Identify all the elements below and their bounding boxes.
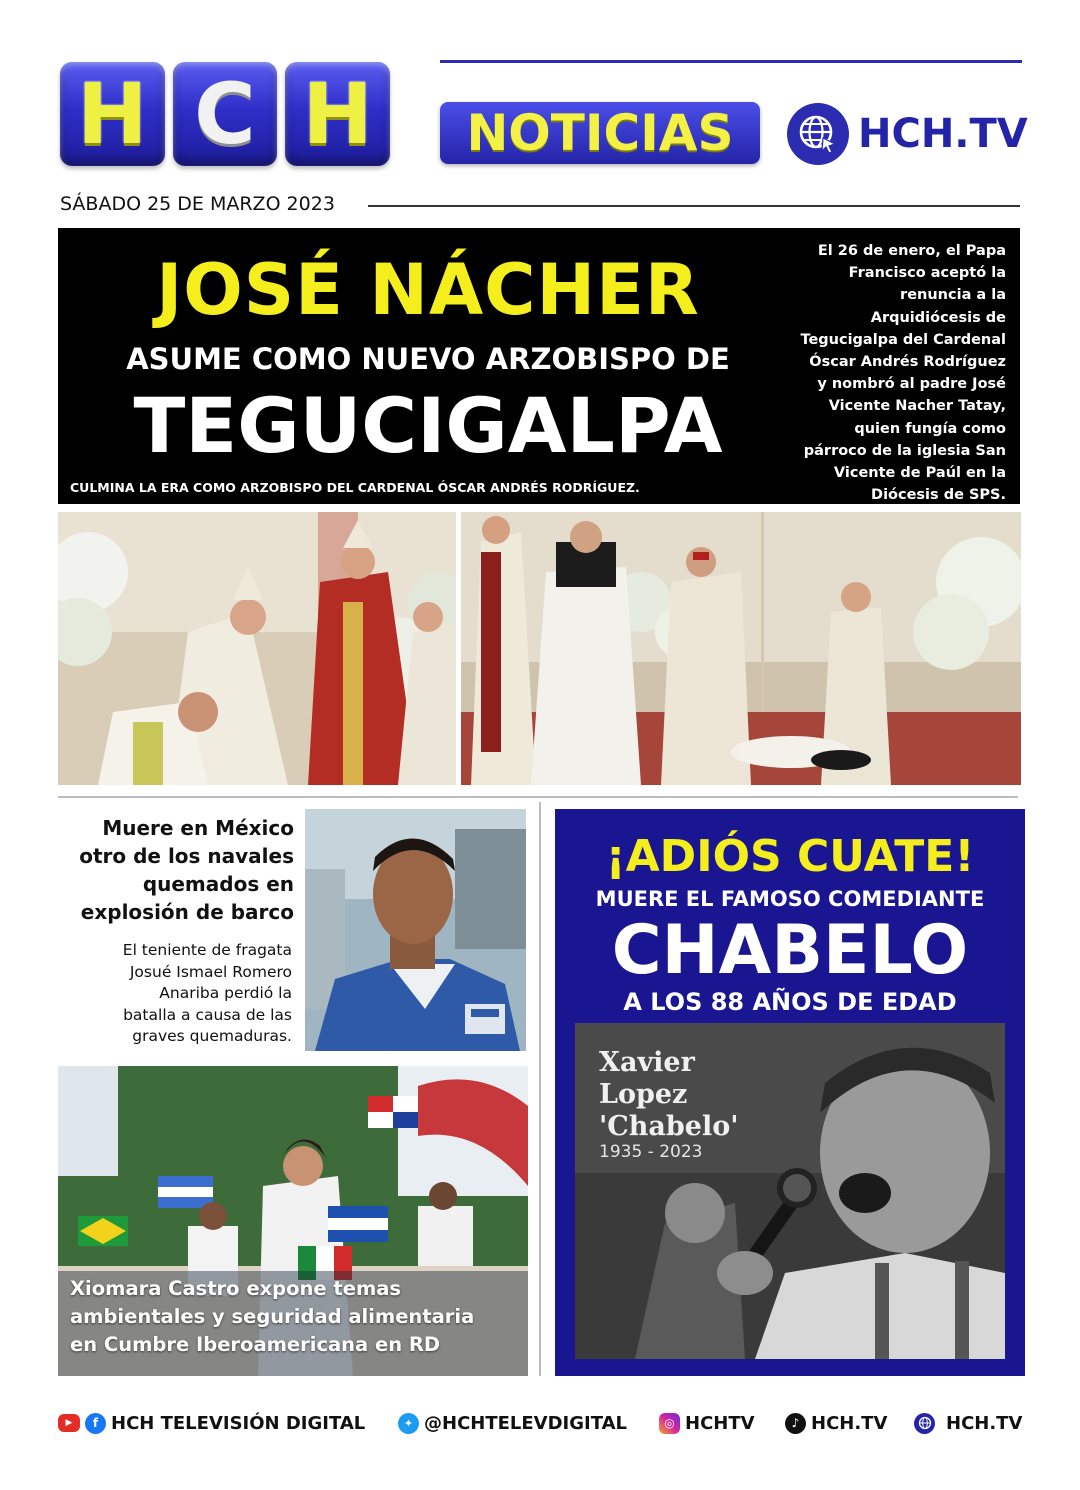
lead-summary-line: El 26 de enero, el Papa xyxy=(817,243,1006,259)
footer-label: HCHTV xyxy=(685,1412,755,1434)
footer-label: HCH.TV xyxy=(946,1412,1023,1434)
lead-summary-line: renuncia a la xyxy=(900,287,1006,304)
naval-summary-line: El teniente de fragata xyxy=(122,941,292,959)
naval-headline-line: explosión de barco xyxy=(80,900,294,924)
footer-label: HCH TELEVISIÓN DIGITAL xyxy=(111,1412,366,1434)
chabelo-story[interactable] xyxy=(555,809,1025,1376)
issue-date: SÁBADO 25 DE MARZO 2023 xyxy=(60,193,335,215)
naval-headline-line: quemados en xyxy=(142,872,294,896)
footer-item-facebook-youtube[interactable] xyxy=(58,1408,365,1438)
header-rule xyxy=(440,60,1022,63)
naval-summary-line: Anariba perdió la xyxy=(159,984,292,1003)
section-divider xyxy=(58,796,1018,798)
chabelo-photo-name-line: Lopez xyxy=(599,1079,688,1110)
summit-caption-line: en Cumbre Iberoamericana en RD xyxy=(70,1333,441,1356)
footer-item-web[interactable] xyxy=(914,1408,1022,1438)
footer-item-tiktok[interactable] xyxy=(785,1408,887,1438)
lead-summary-line: Vicente Nacher Tatay, xyxy=(828,398,1006,415)
lead-summary-line: y nombró al padre José xyxy=(817,376,1006,393)
twitter-icon: ✦ xyxy=(398,1413,419,1434)
date-rule xyxy=(368,205,1020,207)
logo-letter-c: C xyxy=(173,62,278,166)
ceremony-photo-right[interactable] xyxy=(461,512,1021,785)
lead-summary-line: Arquidiócesis de xyxy=(870,309,1006,326)
chabelo-photo-years: 1935 - 2023 xyxy=(599,1142,703,1162)
logo-letter-h2: H xyxy=(285,62,390,166)
naval-officer-photo[interactable] xyxy=(305,809,526,1051)
chabelo-photo-name-line: Xavier xyxy=(599,1047,695,1078)
chabelo-photo-name-line: 'Chabelo' xyxy=(599,1111,739,1142)
naval-summary-line: graves quemaduras. xyxy=(132,1027,292,1046)
footer-item-twitter[interactable] xyxy=(398,1408,627,1438)
chabelo-name: CHABELO xyxy=(611,911,969,990)
summit-caption-line: Xiomara Castro expone temas xyxy=(70,1277,402,1300)
chabelo-age: A LOS 88 AÑOS DE EDAD xyxy=(623,988,957,1016)
ceremony-photo-left[interactable] xyxy=(58,512,456,785)
youtube-icon: ▶ xyxy=(58,1414,80,1432)
lead-story[interactable] xyxy=(58,228,1020,504)
section-label: NOTICIAS xyxy=(440,102,760,164)
lead-summary-line: Tegucigalpa del Cardenal xyxy=(800,331,1006,348)
naval-headline[interactable] xyxy=(54,814,294,926)
hch-logo xyxy=(60,62,390,166)
lead-title-city: TEGUCIGALPA xyxy=(133,381,723,470)
lead-summary-line: Vicente de Paúl en la xyxy=(833,465,1006,482)
chabelo-subhead: MUERE EL FAMOSO COMEDIANTE xyxy=(595,887,985,911)
chabelo-headline: ¡ADIÓS CUATE! xyxy=(605,831,975,882)
footer-label: HCH.TV xyxy=(811,1412,888,1434)
chabelo-photo xyxy=(575,1023,1005,1359)
facebook-icon: f xyxy=(85,1413,106,1434)
lead-summary-line: Francisco aceptó la xyxy=(848,265,1006,282)
naval-summary xyxy=(60,940,292,1048)
lead-kicker: CULMINA LA ERA COMO ARZOBISPO DEL CARDENAL ÓSCAR ANDRÉS RODRÍGUEZ. xyxy=(70,480,640,495)
globe-cursor-icon xyxy=(787,103,849,165)
lead-title-name: JOSÉ NÁCHER xyxy=(156,249,700,331)
lead-title-sub: ASUME COMO NUEVO ARZOBISPO DE xyxy=(126,342,730,376)
logo-letter-h1: H xyxy=(60,62,165,166)
lead-summary-line: Diócesis de SPS. xyxy=(871,487,1006,504)
globe-icon xyxy=(914,1413,935,1434)
footer-item-instagram[interactable] xyxy=(659,1408,755,1438)
naval-headline-line: otro de los navales xyxy=(79,844,294,868)
summit-caption[interactable] xyxy=(70,1275,525,1359)
summit-caption-line: ambientales y seguridad alimentaria xyxy=(70,1305,475,1328)
social-footer xyxy=(58,1408,1024,1438)
naval-summary-line: batalla a causa de las xyxy=(123,1005,292,1024)
site-link[interactable]: HCH.TV xyxy=(858,111,1028,157)
lead-summary-line: Óscar Andrés Rodríguez xyxy=(809,354,1006,371)
tiktok-icon: ♪ xyxy=(785,1413,806,1434)
lead-summary-line: quien fungía como xyxy=(854,420,1006,437)
lead-summary xyxy=(770,240,1006,506)
footer-label: @HCHTELEVDIGITAL xyxy=(424,1412,628,1434)
naval-headline-line: Muere en México xyxy=(102,816,294,840)
lead-summary-line: párroco de la iglesia San xyxy=(803,442,1006,459)
instagram-icon: ◎ xyxy=(659,1413,680,1434)
naval-summary-line: Josué Ismael Romero xyxy=(129,962,292,981)
column-divider xyxy=(539,802,541,1376)
